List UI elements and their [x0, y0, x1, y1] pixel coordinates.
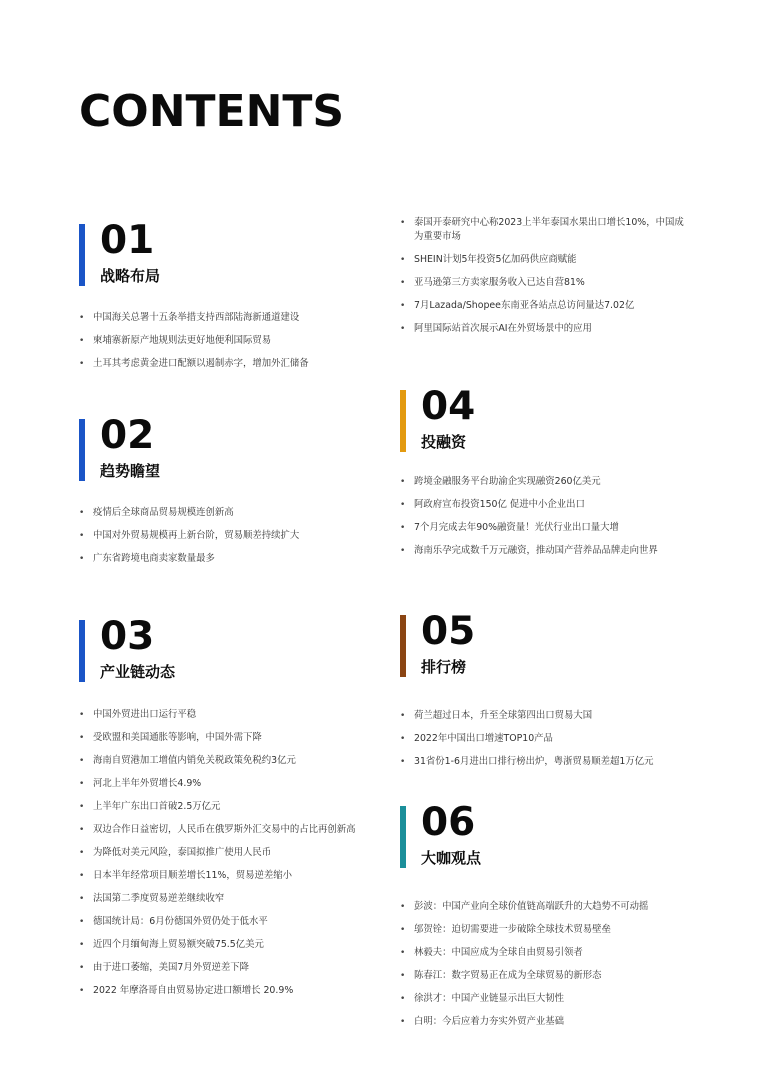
list-item: • 彭波：中国产业向全球价值链高端跃升的大趋势不可动摇	[400, 900, 690, 914]
section-number: 05	[421, 609, 476, 654]
list-item: • 跨境金融服务平台助渝企实现融资260亿美元	[400, 475, 690, 489]
list-item: • 上半年广东出口首破2.5万亿元	[79, 800, 369, 814]
list-item: • 林毅夫：中国应成为全球自由贸易引领者	[400, 946, 690, 960]
list-item: • 31省份1-6月进出口排行榜出炉，粤浙贸易顺差超1万亿元	[400, 755, 690, 769]
section-number: 03	[100, 614, 155, 659]
section-title: 战略布局	[100, 267, 161, 285]
list-item: • 德国统计局：6月份德国外贸仍处于低水平	[79, 915, 369, 929]
list-item: • 亚马逊第三方卖家服务收入已达自营81%	[400, 276, 690, 290]
section-accent-bar	[79, 620, 85, 682]
section-06	[400, 800, 690, 1038]
section-accent-bar	[400, 390, 406, 452]
section-number: 04	[421, 384, 476, 429]
list-item: • 近四个月缅甸海上贸易额突破75.5亿美元	[79, 938, 369, 952]
section-title: 趋势瞻望	[100, 462, 161, 480]
section-title: 排行榜	[421, 658, 467, 676]
list-item: • 阿政府宣布投资150亿 促进中小企业出口	[400, 498, 690, 512]
list-item: • 广东省跨境电商卖家数量最多	[79, 552, 369, 566]
section-accent-bar	[79, 224, 85, 286]
list-item: • 中国海关总署十五条举措支持西部陆海新通道建设	[79, 311, 369, 325]
list-item: • 由于进口萎缩，美国7月外贸逆差下降	[79, 961, 369, 975]
list-item: • 柬埔寨新原产地规则法更好地便利国际贸易	[79, 334, 369, 348]
section-item-list	[79, 311, 369, 371]
section-04	[400, 384, 690, 567]
list-item: • 泰国开泰研究中心称2023上半年泰国水果出口增长10%，中国成为重要市场	[400, 216, 690, 244]
section-item-list	[400, 900, 690, 1029]
section-header	[400, 609, 690, 677]
list-item: • 中国外贸进出口运行平稳	[79, 708, 369, 722]
list-item: • 中国对外贸易规模再上新台阶，贸易顺差持续扩大	[79, 529, 369, 543]
section-03	[79, 614, 369, 1007]
list-item: • 荷兰超过日本，升至全球第四出口贸易大国	[400, 709, 690, 723]
section-title: 投融资	[421, 433, 467, 451]
page-title: CONTENTS	[79, 86, 345, 137]
section-header	[400, 800, 690, 868]
list-item: • 受欧盟和美国通胀等影响，中国外需下降	[79, 731, 369, 745]
section-item-list	[400, 216, 690, 336]
list-item: • 疫情后全球商品贸易规模连创新高	[79, 506, 369, 520]
list-item: • 白明：今后应着力夯实外贸产业基础	[400, 1015, 690, 1029]
section-accent-bar	[400, 615, 406, 677]
section-accent-bar	[400, 806, 406, 868]
section-header	[79, 413, 369, 481]
section-title: 产业链动态	[100, 663, 176, 681]
list-item: • 海南乐孕完成数千万元融资，推动国产营养品品牌走向世界	[400, 544, 690, 558]
section-number: 01	[100, 218, 155, 263]
list-item: • SHEIN计划5年投资5亿加码供应商赋能	[400, 253, 690, 267]
list-item: • 河北上半年外贸增长4.9%	[79, 777, 369, 791]
list-item: • 7月Lazada/Shopee东南亚各站点总访问量达7.02亿	[400, 299, 690, 313]
section-01	[79, 218, 369, 380]
list-item: • 双边合作日益密切，人民币在俄罗斯外汇交易中的占比再创新高	[79, 823, 369, 837]
list-item: • 土耳其考虑黄金进口配额以遏制赤字，增加外汇储备	[79, 357, 369, 371]
section-title: 大咖观点	[421, 849, 482, 867]
section-item-list	[400, 709, 690, 769]
list-item: • 阿里国际站首次展示AI在外贸场景中的应用	[400, 322, 690, 336]
section-item-list	[79, 506, 369, 566]
list-item: • 邬贺铨：迫切需要进一步破除全球技术贸易壁垒	[400, 923, 690, 937]
section-number: 06	[421, 800, 476, 845]
section-item-list	[79, 708, 369, 998]
list-item: • 为降低对美元风险，泰国拟推广使用人民币	[79, 846, 369, 860]
list-item: • 海南自贸港加工增值内销免关税政策免税约3亿元	[79, 754, 369, 768]
section-accent-bar	[79, 419, 85, 481]
list-item: • 2022年中国出口增速TOP10产品	[400, 732, 690, 746]
section-03-continued	[400, 216, 690, 345]
section-05	[400, 609, 690, 778]
list-item: • 日本半年经常项目顺差增长11%，贸易逆差缩小	[79, 869, 369, 883]
section-header	[400, 384, 690, 452]
list-item: • 2022 年摩洛哥自由贸易协定进口额增长 20.9%	[79, 984, 369, 998]
list-item: • 陈春江：数字贸易正在成为全球贸易的新形态	[400, 969, 690, 983]
list-item: • 法国第二季度贸易逆差继续收窄	[79, 892, 369, 906]
section-header	[79, 614, 369, 682]
list-item: • 7个月完成去年90%融资量！光伏行业出口量大增	[400, 521, 690, 535]
section-item-list	[400, 475, 690, 558]
section-02	[79, 413, 369, 575]
section-number: 02	[100, 413, 155, 458]
section-header	[79, 218, 369, 286]
list-item: • 徐洪才：中国产业链显示出巨大韧性	[400, 992, 690, 1006]
